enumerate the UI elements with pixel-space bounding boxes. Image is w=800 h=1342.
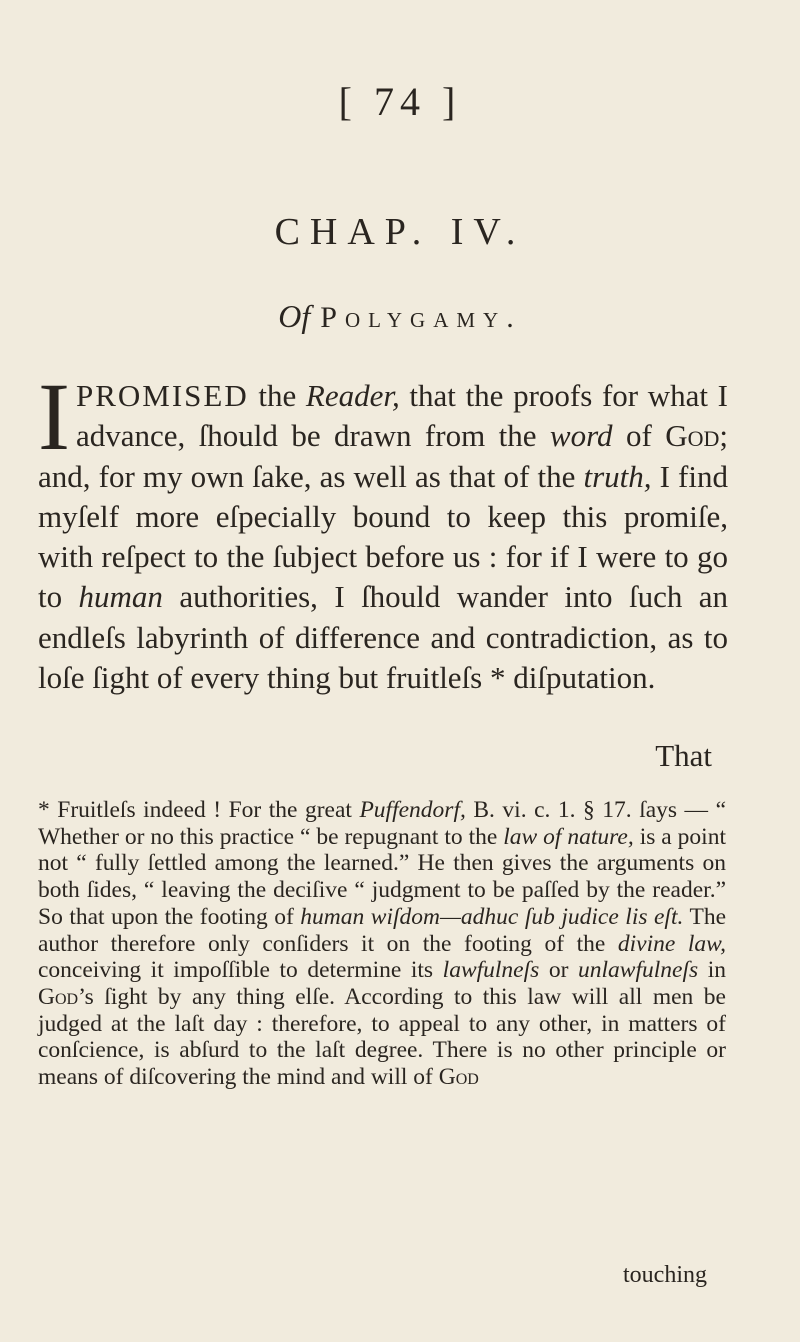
chapter-title-subject: Polygamy.	[320, 301, 522, 334]
text-run: of	[612, 418, 666, 454]
text-run: I find myſelf more eſpecially bound to keep this promiſe, with reſpect to the ſubject before us : for if I were to go to	[38, 458, 728, 615]
page-number: [ 74 ]	[338, 79, 462, 124]
text-run: is a point not “ fully ſettled among the learned.” He then gives the arguments on both ſides, “ leaving the deciſive “ judgment to be paſſed by the reader.” So that upon the footing of	[38, 823, 726, 930]
italic-run: word	[549, 418, 613, 454]
catchword: That	[655, 738, 712, 773]
text-run: The author therefore only conſiders it on the footing of the	[38, 903, 726, 957]
drop-cap: I	[38, 363, 70, 470]
small-caps-run: God	[38, 983, 79, 1010]
footnote-catchword: touching	[623, 1262, 707, 1288]
lead-word: PROMISED	[75, 378, 249, 413]
italic-run: unlawfulneſs	[578, 957, 699, 984]
text-run: ’s ſight by any thing elſe. According to this law will all men be judged at the laſt day : therefore, to appeal to any other, in matters of conſcience, is abſurd to the laſt degree. There is no other principle or means of diſcovering the mind and will of	[38, 983, 726, 1091]
italic-run: divine law,	[617, 930, 726, 957]
text-run: authorities, I ſhould wander into ſuch an endleſs labyrinth of difference and contradiction, as to loſe ſight of every thing but fruitleſs * diſputation.	[38, 579, 728, 696]
footnote-paragraph	[38, 797, 726, 1091]
italic-run: Puffendorf,	[359, 797, 466, 823]
small-caps-run: God	[665, 418, 720, 454]
text-run: B. vi. c. 1. § 17. ſays — “ Whether or no this practice “ be repugnant to the	[38, 797, 726, 850]
main-paragraph	[38, 363, 728, 698]
italic-run: human	[78, 579, 163, 615]
italic-run: Reader,	[305, 378, 400, 413]
main-text	[38, 363, 728, 698]
text-run: conceiving it impoſſible to determine its	[38, 957, 443, 984]
text-run: or	[539, 957, 579, 984]
text-run: that the proofs for what I advance, ſhould be drawn from the	[75, 378, 728, 454]
chapter-title-of: Of	[278, 298, 311, 334]
text-run: in	[698, 957, 727, 984]
small-caps-run: God	[438, 1064, 479, 1091]
chapter-heading: CHAP. IV.	[274, 211, 526, 253]
text-run: * Fruitleſs indeed ! For the great	[38, 797, 360, 823]
italic-run: lawfulneſs	[442, 957, 540, 984]
text-run: ; and, for my own ſake, as well as that of the	[38, 418, 728, 494]
chapter-title	[0, 298, 800, 335]
italic-run: human wiſdom—adhuc ſub judice lis eſt.	[300, 903, 684, 930]
text-run: the	[248, 378, 306, 413]
footnote	[38, 797, 726, 1091]
italic-run: law of nature,	[503, 823, 634, 850]
italic-run: truth,	[583, 458, 652, 494]
